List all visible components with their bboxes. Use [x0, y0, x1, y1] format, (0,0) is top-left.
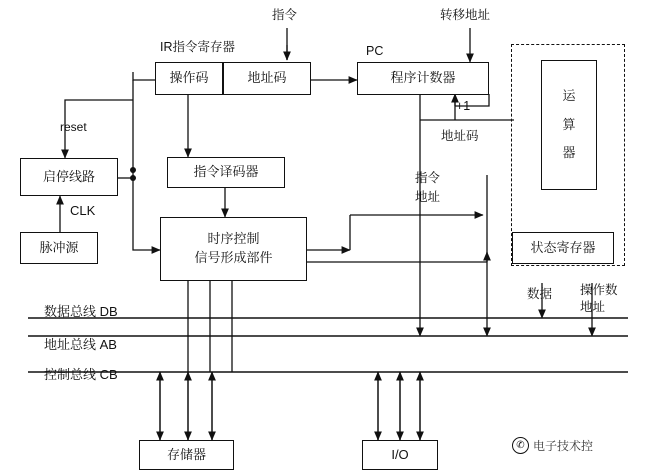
- label-instruction-top: 指令: [272, 8, 298, 22]
- block-program-counter[interactable]: 程序计数器: [357, 62, 489, 95]
- block-start-stop-circuit[interactable]: 启停线路: [20, 158, 118, 196]
- label-bus-db: 数据总线 DB: [44, 304, 118, 319]
- alu-char-3: 器: [562, 145, 576, 161]
- block-status-register[interactable]: 状态寄存器: [512, 232, 614, 264]
- alu-char-2: 算: [562, 116, 576, 132]
- label-branch-address: 转移地址: [440, 8, 491, 22]
- label-address-code: 地址码: [441, 129, 479, 143]
- label-reset: reset: [60, 120, 87, 134]
- timing-line-2: 信号形成部件: [194, 250, 273, 265]
- label-bus-ab: 地址总线 AB: [44, 337, 117, 352]
- wechat-icon: ✆: [512, 437, 529, 454]
- block-memory[interactable]: 存储器: [139, 440, 234, 470]
- block-io[interactable]: I/O: [362, 440, 438, 470]
- block-pulse-source[interactable]: 脉冲源: [20, 232, 98, 264]
- block-alu[interactable]: [541, 60, 597, 190]
- label-data: 数据: [527, 287, 553, 301]
- label-clk: CLK: [70, 203, 96, 218]
- watermark-text: 电子技术控: [533, 439, 594, 453]
- label-bus-cb: 控制总线 CB: [44, 367, 118, 382]
- alu-char-1: 运: [562, 87, 576, 103]
- timing-line-1: 时序控制: [207, 231, 260, 247]
- label-plus-one: +1: [456, 99, 471, 113]
- label-instruction-address-1: 指令: [415, 171, 441, 185]
- block-instruction-decoder[interactable]: 指令译码器: [167, 157, 285, 188]
- label-pc-title: PC: [366, 44, 384, 58]
- label-operand-address-1: 操作数: [580, 283, 618, 297]
- label-ir-title: IR指令寄存器: [160, 40, 236, 54]
- block-opcode[interactable]: 操作码: [155, 62, 223, 95]
- block-timing-control[interactable]: [160, 217, 307, 281]
- label-operand-address-2: 地址: [580, 300, 606, 314]
- watermark: [512, 437, 593, 454]
- label-instruction-address-2: 地址: [415, 190, 441, 204]
- block-address-code[interactable]: 地址码: [223, 62, 311, 95]
